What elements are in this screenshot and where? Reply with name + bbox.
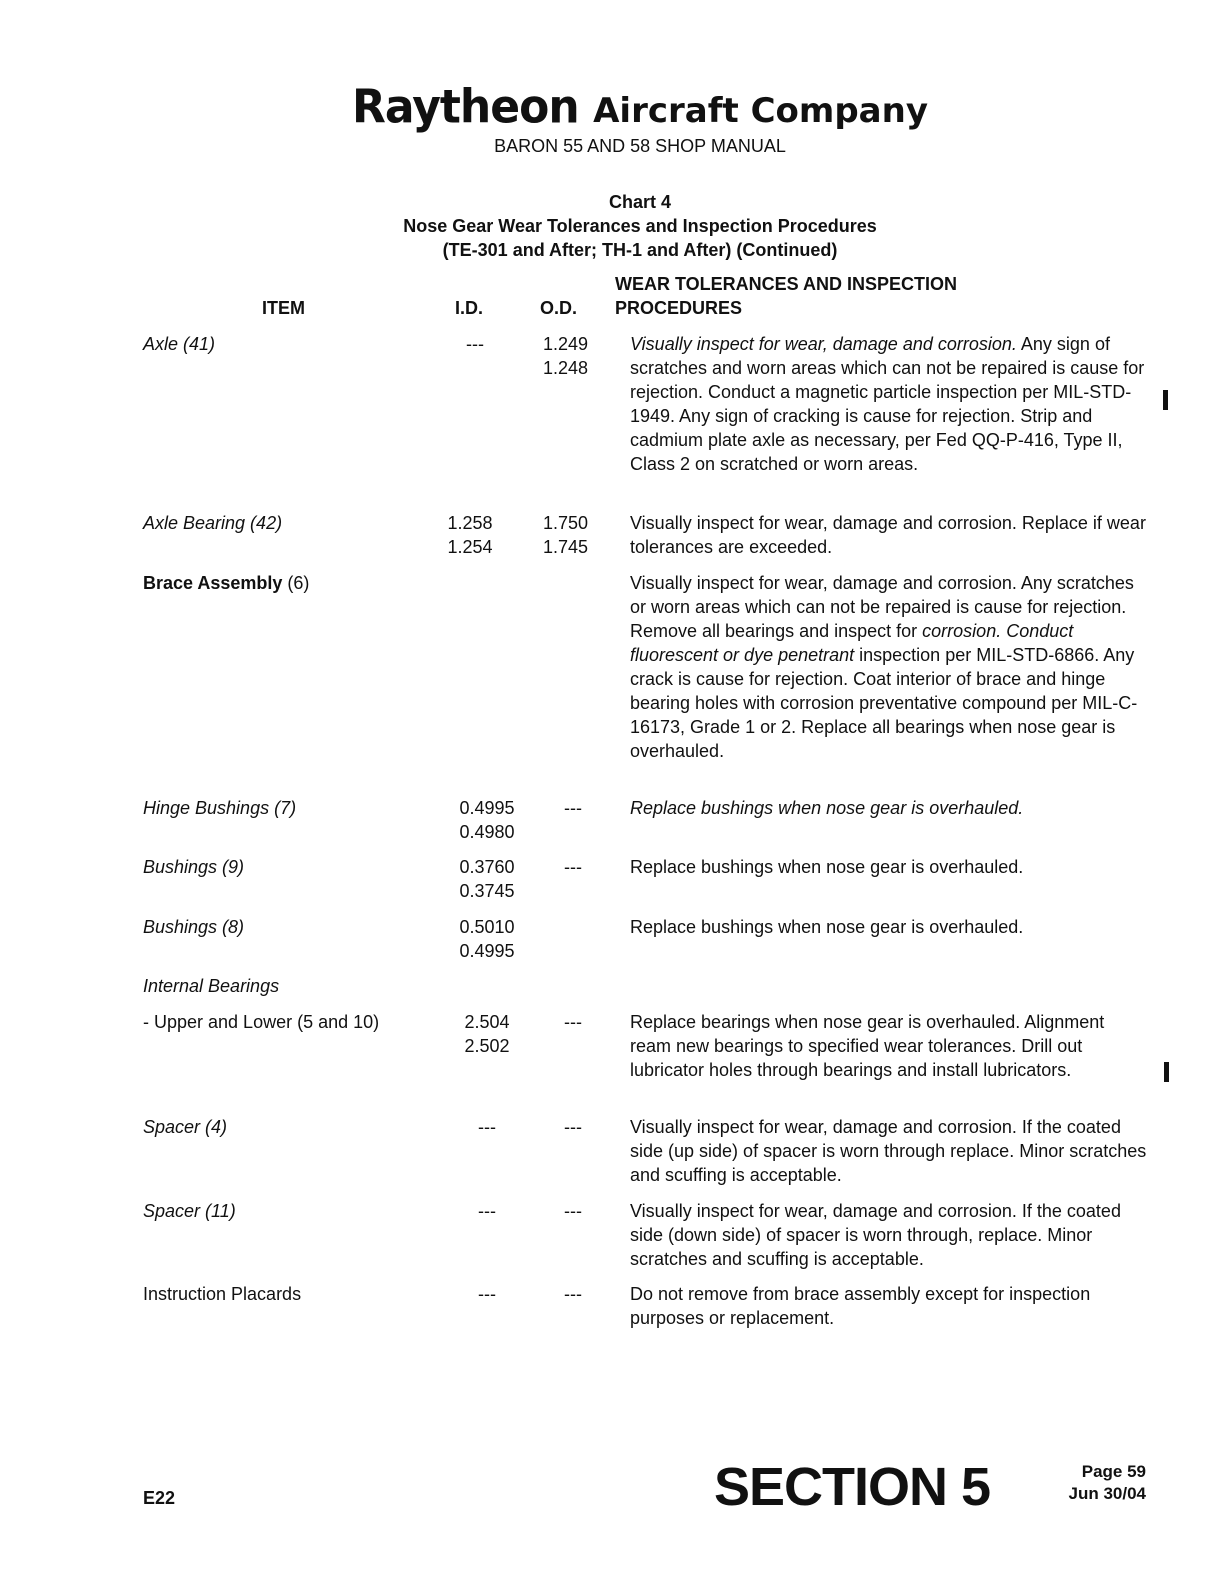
- id-value: 1.258 1.254: [447, 513, 493, 557]
- id-value: ---: [478, 1117, 496, 1137]
- id-value: 0.3760 0.3745: [459, 857, 515, 901]
- chart-heading: [0, 190, 1220, 262]
- column-header-item: ITEM: [262, 298, 305, 318]
- procedure-text: Replace bushings when nose gear is overhauled.: [630, 857, 1024, 877]
- procedure-text: Visually inspect for wear, damage and corrosion. Replace if wear tolerances are exceeded.: [630, 513, 1146, 557]
- chart-title: Nose Gear Wear Tolerances and Inspection Procedures: [403, 216, 877, 236]
- raytheon-logo: Raytheon: [352, 80, 579, 135]
- procedure-text: Replace bearings when nose gear is overhauled. Alignment ream new bearings to specified wear tolerances. Drill out lubricator holes through bearings and install lubricators.: [630, 1012, 1105, 1080]
- id-value: 2.504 2.502: [464, 1012, 510, 1056]
- item-name: - Upper and Lower (5 and 10): [143, 1012, 380, 1032]
- item-name: Internal Bearings: [143, 976, 280, 996]
- column-header-procedures: WEAR TOLERANCES AND INSPECTION PROCEDURES: [615, 274, 958, 318]
- item-name: Instruction Placards: [143, 1284, 302, 1304]
- item-name: Bushings (8): [143, 917, 245, 937]
- procedure-text: Replace bushings when nose gear is overhauled.: [630, 798, 1024, 818]
- item-name: Spacer (11): [143, 1201, 236, 1221]
- column-header-od: O.D.: [540, 298, 578, 318]
- procedure-text: Do not remove from brace assembly except for inspection purposes or replacement.: [630, 1284, 1091, 1328]
- procedure-text: Replace bushings when nose gear is overhauled.: [630, 917, 1024, 937]
- od-value: ---: [564, 1201, 582, 1221]
- footer-section: SECTION 5: [714, 1457, 991, 1517]
- id-value: ---: [478, 1284, 496, 1304]
- revision-bar: [1164, 1062, 1169, 1082]
- item-name: Bushings (9): [143, 857, 245, 877]
- od-value: ---: [564, 798, 582, 818]
- chart-number: Chart 4: [608, 192, 671, 212]
- item-name: Hinge Bushings (7): [143, 798, 297, 818]
- od-value: ---: [564, 1012, 582, 1032]
- footer-page-info: [1030, 1461, 1146, 1505]
- procedure-text: Visually inspect for wear, damage and corrosion. Any scratches or worn areas which can not be repaired is cause for rejection. Remove all bearings and inspect for corrosion. Conduct fluorescent or dye penetrant inspection per MIL-STD-6866. Any crack is cause for rejection. Coat interior of brace and hinge bearing holes with corrosion preventative compound per MIL-C-16173, Grade 1 or 2. Replace all bearings when nose gear is overhauled.: [630, 573, 1138, 761]
- od-value: ---: [564, 1284, 582, 1304]
- revision-bar: [1163, 390, 1168, 410]
- od-value: ---: [564, 857, 582, 877]
- procedure-text: Visually inspect for wear, damage and corrosion. If the coated side (up side) of spacer is worn through replace. Minor scratches and scuffing is acceptable.: [630, 1117, 1147, 1185]
- id-value: 0.4995 0.4980: [459, 798, 515, 842]
- od-value: 1.249 1.248: [542, 334, 588, 378]
- manual-title: BARON 55 AND 58 SHOP MANUAL: [494, 136, 786, 156]
- page-number: Page 59: [1081, 1462, 1146, 1481]
- chart-subtitle: (TE-301 and After; TH-1 and After) (Continued): [442, 240, 838, 260]
- item-name: Axle Bearing (42): [143, 513, 283, 533]
- column-header-id: I.D.: [455, 298, 484, 318]
- procedure-text: Visually inspect for wear, damage and corrosion. Any sign of scratches and worn areas which can not be repaired is cause for rejection. Conduct a magnetic particle inspection per MIL-STD-1949. Any sign of cracking is cause for rejection. Strip and cadmium plate axle as necessary, per Fed QQ-P-416, Type II, Class 2 on scratched or worn areas.: [630, 334, 1145, 474]
- od-value: ---: [564, 1117, 582, 1137]
- od-value: 1.750 1.745: [542, 513, 588, 557]
- item-name: Brace Assembly (6): [143, 573, 310, 593]
- id-value: 0.5010 0.4995: [459, 917, 515, 961]
- item-name: Axle (41): [143, 334, 216, 354]
- company-name: Aircraft Company: [593, 91, 928, 131]
- item-name: Spacer (4): [143, 1117, 228, 1137]
- id-value: ---: [466, 334, 484, 354]
- revision-date: Jun 30/04: [1068, 1484, 1146, 1503]
- brand-header: [0, 82, 1220, 133]
- id-value: ---: [478, 1201, 496, 1221]
- procedure-text: Visually inspect for wear, damage and corrosion. If the coated side (down side) of spacer is worn through, replace. Minor scratches and scuffing is acceptable.: [630, 1201, 1121, 1269]
- footer-code: E22: [143, 1488, 176, 1508]
